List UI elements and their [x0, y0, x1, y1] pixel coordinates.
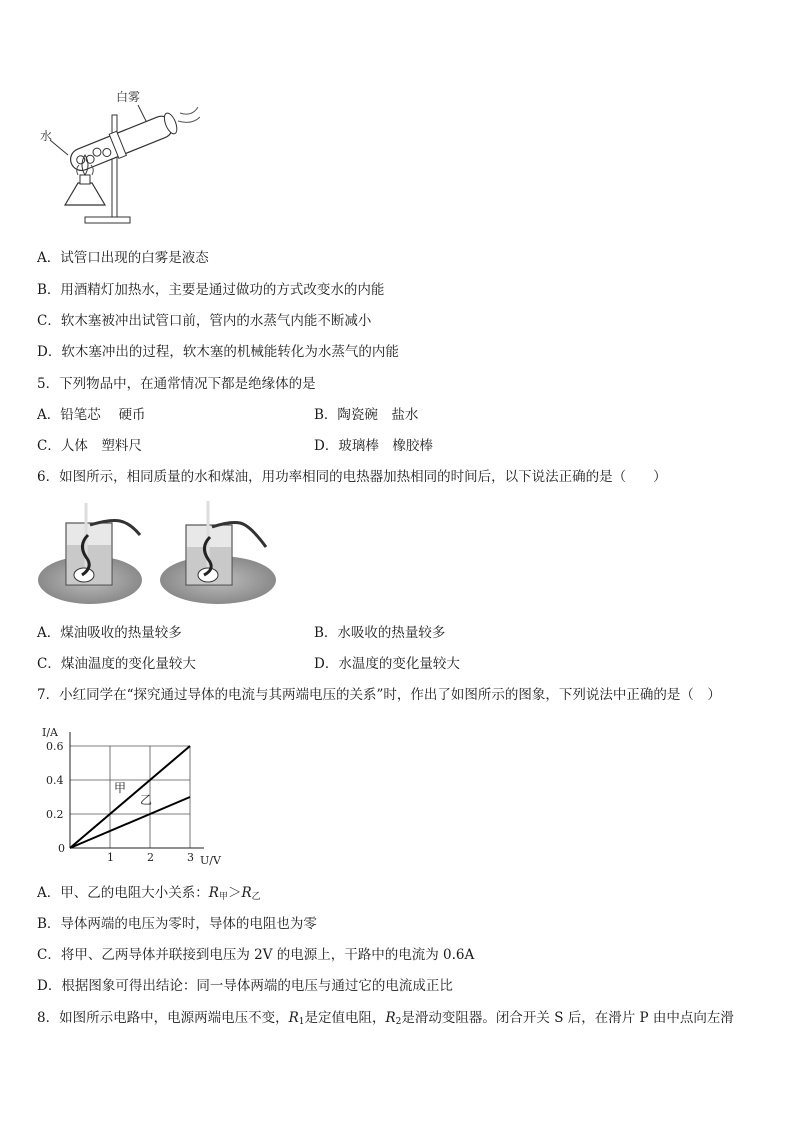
water-label: 水: [40, 129, 53, 143]
q5-option-a: A．铅笔芯 硬币: [37, 407, 146, 423]
x-tick-label: 2: [147, 851, 154, 864]
series-label-jia: 甲: [114, 780, 127, 795]
q8-stem-part-a: 8．如图所示电路中，电源两端电压不变，: [37, 1010, 289, 1026]
q4-option-d: D．软木塞冲出的过程，软木塞的机械能转化为水蒸气的内能: [37, 344, 399, 360]
r-sub-jia: 甲: [218, 892, 228, 902]
r2-sub: 2: [395, 1017, 402, 1027]
test-tube-apparatus-figure: [30, 85, 200, 235]
series-line-yi: [70, 797, 190, 848]
beaker-right-icon: [160, 501, 276, 604]
q6-option-b: B．水吸收的热量较多: [314, 625, 446, 641]
y-axis-label: I/A: [42, 726, 58, 739]
r2-symbol: R: [385, 1010, 396, 1026]
x-tick-label: 1: [107, 851, 114, 864]
r-symbol: R: [241, 885, 252, 901]
q5-option-c: C．人体 塑料尺: [37, 438, 142, 454]
q7-option-c: C．将甲、乙两导体并联接到电压为 2V 的电源上，干路中的电流为 0.6A: [37, 947, 475, 963]
x-tick-label: 3: [187, 851, 194, 864]
q5-option-d: D．玻璃棒 橡胶棒: [314, 438, 433, 454]
q4-option-a: A．试管口出现的白雾是液态: [37, 250, 209, 266]
x-axis-label: U/V: [200, 854, 221, 867]
origin-label: 0: [58, 842, 65, 855]
mist-label: 白雾: [116, 90, 141, 104]
y-tick-label: 0.2: [46, 808, 64, 821]
q7-option-a: [37, 884, 261, 906]
q8-stem-part-b: 是定值电阻，: [304, 1010, 386, 1026]
q7-stem: 7．小红同学在“探究通过导体的电流与其两端电压的关系”时，作出了如图所示的图象，下列说法中正确的是（ ）: [37, 687, 721, 703]
q5-option-b: B．陶瓷碗 盐水: [314, 407, 419, 423]
q4-option-b: B．用酒精灯加热水，主要是通过做功的方式改变水的内能: [37, 282, 385, 298]
current-voltage-chart: [34, 718, 234, 870]
q6-option-c: C．煤油温度的变化量较大: [37, 656, 196, 672]
beakers-figure: [38, 495, 278, 607]
q7-option-d: D．根据图象可得出结论：同一导体两端的电压与通过它的电流成正比: [37, 978, 453, 994]
q8-stem: [37, 1009, 734, 1031]
q4-option-c: C．软木塞被冲出试管口前，管内的水蒸气内能不断减小: [37, 313, 372, 329]
series-label-yi: 乙: [140, 792, 153, 807]
greater-than: ＞: [227, 885, 242, 901]
q5-stem: 5．下列物品中，在通常情况下都是绝缘体的是: [37, 376, 316, 392]
q7-option-a-prefix: A．甲、乙的电阻大小关系：: [37, 885, 209, 901]
r-sub-yi: 乙: [251, 892, 261, 902]
y-tick-label: 0.4: [46, 774, 64, 787]
series-line-jia: [70, 746, 190, 848]
y-tick-label: 0.6: [46, 740, 64, 753]
r-symbol: R: [208, 885, 219, 901]
q6-option-a: A．煤油吸收的热量较多: [37, 625, 182, 641]
q6-stem: 6．如图所示，相同质量的水和煤油，用功率相同的电热器加热相同的时间后，以下说法正确的是（ ）: [37, 469, 667, 485]
beaker-left-icon: [38, 503, 142, 604]
r1-sub: 1: [298, 1017, 305, 1027]
q8-stem-part-c: 是滑动变阻器。闭合开关 S 后，在滑片 P 由中点向左滑: [401, 1010, 734, 1026]
r1-symbol: R: [288, 1010, 299, 1026]
q6-option-d: D．水温度的变化量较大: [314, 656, 460, 672]
q7-option-b: B．导体两端的电压为零时，导体的电阻也为零: [37, 916, 317, 932]
